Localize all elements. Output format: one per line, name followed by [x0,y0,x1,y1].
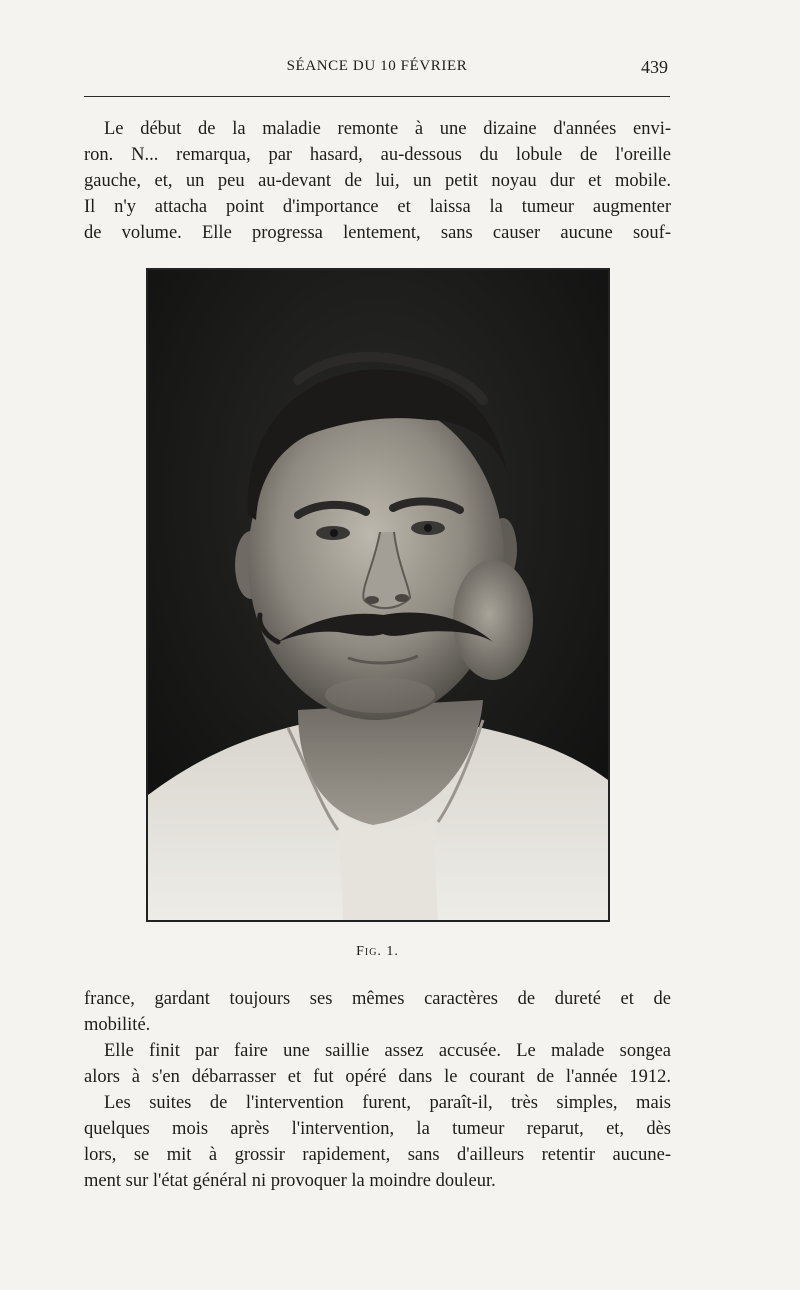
text-line: lors, se mit à grossir rapidement, sans d'ailleurs retentir aucune- [84,1145,671,1165]
text-line: france, gardant toujours ses mêmes caractères de dureté et de [84,989,671,1009]
running-title: SÉANCE DU 10 FÉVRIER [286,58,468,74]
paragraph-3 [84,1038,671,1090]
paragraph-4 [84,1090,671,1194]
figure-photograph [146,268,610,922]
text-line: Les suites de l'intervention furent, paraît-il, très simples, mais [104,1093,671,1113]
text-line: mobilité. [84,1015,151,1035]
paragraph-1 [84,116,671,246]
text-line: alors à s'en débarrasser et fut opéré dans le courant de l'année 1912. [84,1067,671,1087]
text-line: Il n'y attacha point d'importance et laissa la tumeur augmenter [84,197,671,217]
header-rule [84,96,670,97]
text-line: de volume. Elle progressa lentement, sans causer aucune souf- [84,223,671,243]
text-line: ron. N... remarqua, par hasard, au-dessous du lobule de l'oreille [84,145,671,165]
running-head [84,58,670,84]
text-line: quelques mois après l'intervention, la tumeur reparut, et, dès [84,1119,671,1139]
text-line: ment sur l'état général ni provoquer la moindre douleur. [84,1171,496,1191]
paragraph-2 [84,986,671,1038]
page-number: 439 [641,57,668,77]
text-line: gauche, et, un peu au-devant de lui, un petit noyau dur et mobile. [84,171,671,191]
text-line: Elle finit par faire une saillie assez accusée. Le malade songea [104,1041,671,1061]
figure-caption: Fig. 1. [356,944,399,959]
portrait-photo [148,270,608,920]
text-line: Le début de la maladie remonte à une dizaine d'années envi- [104,119,671,139]
